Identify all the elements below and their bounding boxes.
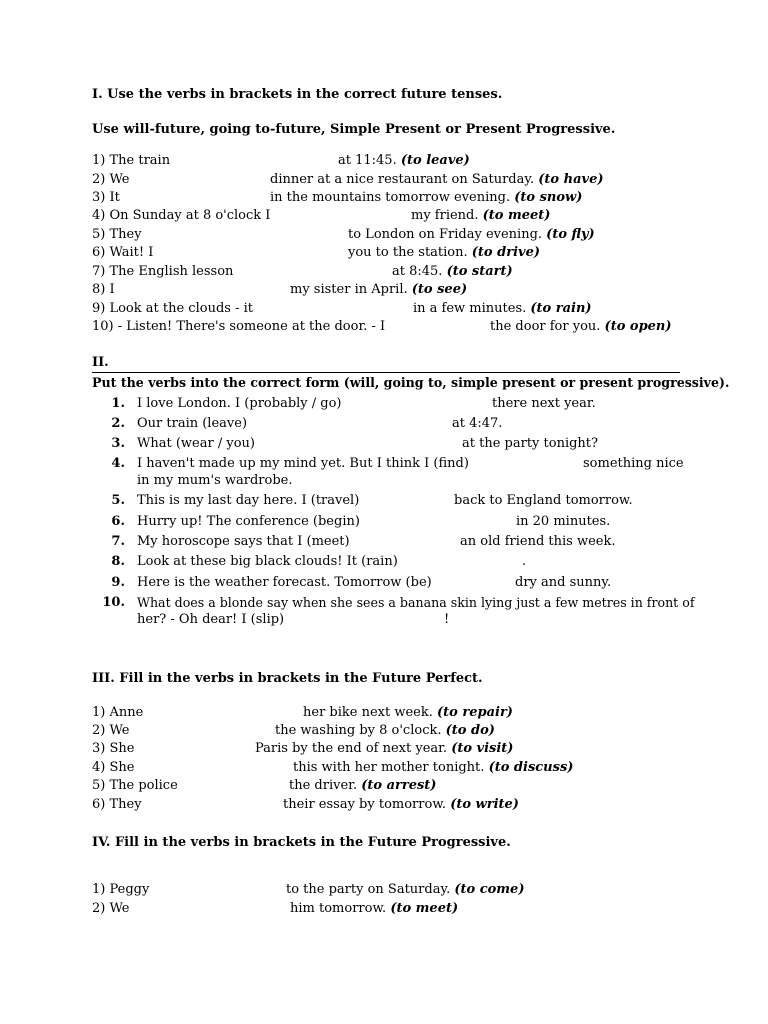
list-item-rest <box>293 760 573 775</box>
section-divider <box>92 372 680 373</box>
list-item-rest <box>303 705 513 720</box>
item-rest: . <box>522 554 527 569</box>
verb-cue: (to repair) <box>437 705 513 720</box>
item-rest: an old friend this week. <box>460 534 616 549</box>
item-rest: at the party tonight? <box>462 436 598 451</box>
item-stem: Hurry up! The conference (begin) <box>137 514 360 529</box>
item-stem: My horoscope says that I (meet) <box>137 534 350 549</box>
section-3-heading: III. Fill in the verbs in brackets in the Future Perfect. <box>92 671 483 686</box>
item-rest: you to the station. <box>348 245 468 260</box>
verb-cue: (to drive) <box>471 245 540 260</box>
item-rest: the driver. <box>289 778 358 793</box>
verb-cue: (to have) <box>538 172 604 187</box>
item-stem: 1) The train <box>92 153 171 168</box>
item-stem: 1) Peggy <box>92 882 150 897</box>
verb-cue: (to come) <box>454 882 525 897</box>
list-item <box>92 245 153 260</box>
list-item-rest <box>255 741 513 756</box>
list-item <box>92 227 142 242</box>
item-stem: 9) Look at the clouds - it <box>92 301 253 316</box>
item-rest: her bike next week. <box>303 705 433 720</box>
verb-cue: (to leave) <box>400 153 470 168</box>
verb-cue: (to rain) <box>530 301 592 316</box>
list-item-rest <box>286 882 524 897</box>
section-1-subheading: Use will-future, going to-future, Simple Present or Present Progressive. <box>92 122 616 137</box>
item-rest: there next year. <box>492 396 596 411</box>
item-stem: What does a blonde say when she sees a banana skin lying just a few metres in front of <box>137 595 695 610</box>
item-rest: my friend. <box>411 208 479 223</box>
verb-cue: (to start) <box>446 264 513 279</box>
item-stem: 8) I <box>92 282 115 297</box>
item-stem: 2) We <box>92 723 130 738</box>
item-number: 7. <box>111 534 125 549</box>
item-stem: 7) The English lesson <box>92 264 234 279</box>
item-rest: the door for you. <box>490 319 601 334</box>
list-item <box>92 319 385 334</box>
item-stem: What (wear / you) <box>137 436 255 451</box>
list-item-rest <box>490 319 672 334</box>
verb-cue: (to meet) <box>482 208 551 223</box>
list-item-rest <box>290 901 458 916</box>
list-item-rest <box>348 227 595 242</box>
item-number: 1. <box>111 396 125 411</box>
item-continuation: in my mum's wardrobe. <box>137 473 293 488</box>
verb-cue: (to open) <box>604 319 672 334</box>
list-item-rest <box>290 282 467 297</box>
item-stem: 2) We <box>92 172 130 187</box>
item-stem: Look at these big black clouds! It (rain) <box>137 554 398 569</box>
list-item <box>92 282 115 297</box>
verb-cue: (to snow) <box>514 190 583 205</box>
item-number: 9. <box>111 575 125 590</box>
list-item <box>92 208 270 223</box>
item-rest: at 8:45. <box>392 264 443 279</box>
item-rest: in the mountains tomorrow evening. <box>270 190 511 205</box>
item-stem: Here is the weather forecast. Tomorrow (be) <box>137 575 432 590</box>
item-number: 10. <box>102 595 125 610</box>
item-stem: 3) It <box>92 190 120 205</box>
verb-cue: (to see) <box>411 282 468 297</box>
list-item-rest <box>392 264 513 279</box>
list-item <box>92 264 233 279</box>
item-stem: 3) She <box>92 741 135 756</box>
verb-cue: (to arrest) <box>361 778 437 793</box>
item-rest: to the party on Saturday. <box>286 882 451 897</box>
section-2-subheading: Put the verbs into the correct form (will, going to, simple present or present progressive). <box>92 375 730 390</box>
item-number: 4. <box>111 456 125 471</box>
list-item-rest <box>275 723 495 738</box>
list-item-rest <box>270 190 582 205</box>
item-rest: dinner at a nice restaurant on Saturday. <box>270 172 535 187</box>
item-stem: 5) The police <box>92 778 178 793</box>
item-stem: This is my last day here. I (travel) <box>137 493 360 508</box>
item-stem: 4) She <box>92 760 135 775</box>
item-stem: 6) Wait! I <box>92 245 154 260</box>
item-rest: ! <box>444 612 450 627</box>
item-rest: to London on Friday evening. <box>348 227 543 242</box>
item-number: 2. <box>111 416 125 431</box>
item-stem: 5) They <box>92 227 142 242</box>
item-rest: back to England tomorrow. <box>454 493 633 508</box>
section-2-heading: II. <box>92 355 109 370</box>
item-number: 8. <box>111 554 125 569</box>
item-stem: 10) - Listen! There's someone at the door. - I <box>92 319 386 334</box>
verb-cue: (to meet) <box>390 901 459 916</box>
item-number: 5. <box>111 493 125 508</box>
item-rest: at 4:47. <box>452 416 503 431</box>
list-item-rest <box>289 778 436 793</box>
item-rest: something nice <box>583 456 684 471</box>
verb-cue: (to fly) <box>546 227 595 242</box>
item-rest: the washing by 8 o'clock. <box>275 723 442 738</box>
verb-cue: (to do) <box>445 723 495 738</box>
item-rest: this with her mother tonight. <box>293 760 485 775</box>
list-item-rest <box>413 301 592 316</box>
list-item-rest <box>283 797 519 812</box>
section-4-heading: IV. Fill in the verbs in brackets in the Future Progressive. <box>92 835 511 850</box>
item-rest: my sister in April. <box>290 282 408 297</box>
item-stem: I haven't made up my mind yet. But I think I (find) <box>137 456 469 471</box>
list-item-rest <box>270 172 603 187</box>
item-stem: 2) We <box>92 901 130 916</box>
item-rest: their essay by tomorrow. <box>283 797 447 812</box>
list-item <box>92 190 120 205</box>
item-number: 3. <box>111 436 125 451</box>
verb-cue: (to discuss) <box>488 760 574 775</box>
item-rest: him tomorrow. <box>290 901 387 916</box>
list-item <box>92 301 253 316</box>
item-rest: Paris by the end of next year. <box>255 741 448 756</box>
list-item <box>92 172 129 187</box>
item-stem: 4) On Sunday at 8 o'clock I <box>92 208 271 223</box>
list-item-rest <box>411 208 550 223</box>
section-1-heading: I. Use the verbs in brackets in the correct future tenses. <box>92 87 503 102</box>
item-rest: dry and sunny. <box>515 575 612 590</box>
item-number: 6. <box>111 514 125 529</box>
verb-cue: (to visit) <box>451 741 514 756</box>
item-rest: in a few minutes. <box>413 301 527 316</box>
item-rest: at 11:45. <box>338 153 397 168</box>
list-item-rest <box>338 153 470 168</box>
item-continuation: her? - Oh dear! I (slip) <box>137 612 285 627</box>
item-stem: 1) Anne <box>92 705 144 720</box>
item-stem: 6) They <box>92 797 142 812</box>
item-rest: in 20 minutes. <box>516 514 611 529</box>
item-stem: I love London. I (probably / go) <box>137 396 342 411</box>
verb-cue: (to write) <box>450 797 519 812</box>
list-item <box>92 153 170 168</box>
list-item-rest <box>348 245 540 260</box>
item-stem: Our train (leave) <box>137 416 248 431</box>
